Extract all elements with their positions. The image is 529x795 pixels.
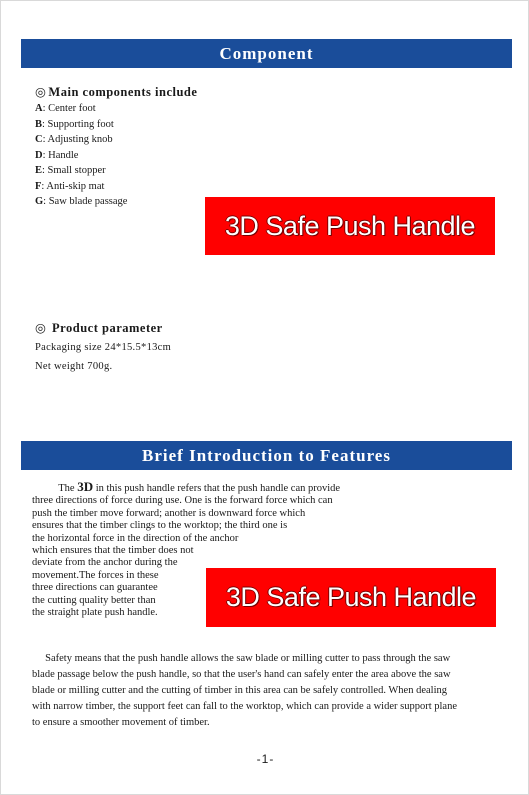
circle-bullet-icon: ◎ [35, 85, 47, 99]
intro-line: three directions of force during use. One is the forward force which can [32, 495, 333, 507]
component-text: : Handle [42, 149, 79, 161]
component-key: C [35, 134, 43, 145]
safety-line: to ensure a smoother movement of timber. [32, 717, 210, 728]
intro-lead: The [58, 483, 78, 494]
components-heading [35, 84, 197, 100]
parameter-heading-text: Product parameter [52, 321, 163, 335]
list-item [35, 148, 127, 164]
component-text: : Anti-skip mat [41, 180, 105, 192]
safety-line: blade or milling cutter and the cutting of timber in this area can be safely controlled. When dealing [32, 685, 448, 696]
components-list [35, 101, 127, 210]
safety-line: with narrow timber, the support feet can fall to the worktop, which can provide a wider support plane [32, 701, 457, 712]
component-key: A [35, 103, 43, 114]
net-weight: Net weight 700g. [35, 361, 113, 372]
intro-line: ensures that the timber clings to the worktop; the third one is [32, 520, 288, 532]
features-banner-title: Brief Introduction to Features [142, 445, 391, 465]
component-key: G [35, 196, 44, 207]
product-label-text: 3D Safe Push Handle [225, 582, 477, 612]
intro-line: the cutting quality better than [32, 594, 156, 606]
list-item [35, 132, 127, 148]
parameter-heading [35, 320, 163, 336]
component-key: B [35, 118, 43, 130]
safety-line [32, 651, 504, 667]
intro-line: which ensures that the timber does not [32, 545, 194, 557]
packaging-size: Packaging size 24*15.5*13cm [35, 342, 172, 353]
intro-line: three directions can guarantee [32, 582, 158, 594]
safety-line-text: Safety means that the push handle allows the saw blade or milling cutter to pass through the saw [45, 653, 451, 664]
product-label-banner-2 [206, 568, 496, 627]
component-banner [21, 39, 512, 68]
intro-line [32, 481, 402, 495]
product-label-text: 3D Safe Push Handle [224, 210, 476, 241]
component-text: : Supporting foot [42, 118, 114, 130]
list-item [35, 101, 127, 117]
intro-line: the horizontal force in the direction of the anchor [32, 532, 239, 544]
intro-first-rest: in this push handle refers that the push handle can provide [93, 483, 341, 494]
intro-line: push the timber move forward; another is downward force which [32, 507, 306, 519]
product-label-banner-1 [205, 197, 495, 255]
list-item [35, 117, 127, 133]
intro-line: deviate from the anchor during the [32, 557, 178, 569]
intro-3d: 3D [77, 479, 94, 494]
component-key: F [35, 180, 42, 192]
safety-line: blade passage below the push handle, so that the user's hand can safely enter the area above the saw [32, 669, 451, 680]
circle-bullet-icon: ◎ [35, 321, 47, 335]
features-banner [21, 441, 512, 470]
list-item [35, 179, 127, 195]
component-key: E [35, 165, 43, 176]
component-banner-title: Component [219, 43, 314, 63]
components-heading-text: Main components include [48, 85, 198, 99]
component-text: : Center foot [42, 103, 96, 114]
intro-line: the straight plate push handle. [32, 607, 158, 619]
list-item [35, 163, 127, 179]
component-text: : Small stopper [42, 165, 106, 176]
component-text: : Saw blade passage [43, 196, 128, 207]
intro-line: movement.The forces in these [32, 569, 159, 581]
component-text: : Adjusting knob [42, 134, 113, 145]
list-item [35, 194, 127, 210]
page-number: -1- [256, 752, 275, 766]
safety-paragraph [32, 651, 504, 731]
component-key: D [35, 149, 43, 161]
